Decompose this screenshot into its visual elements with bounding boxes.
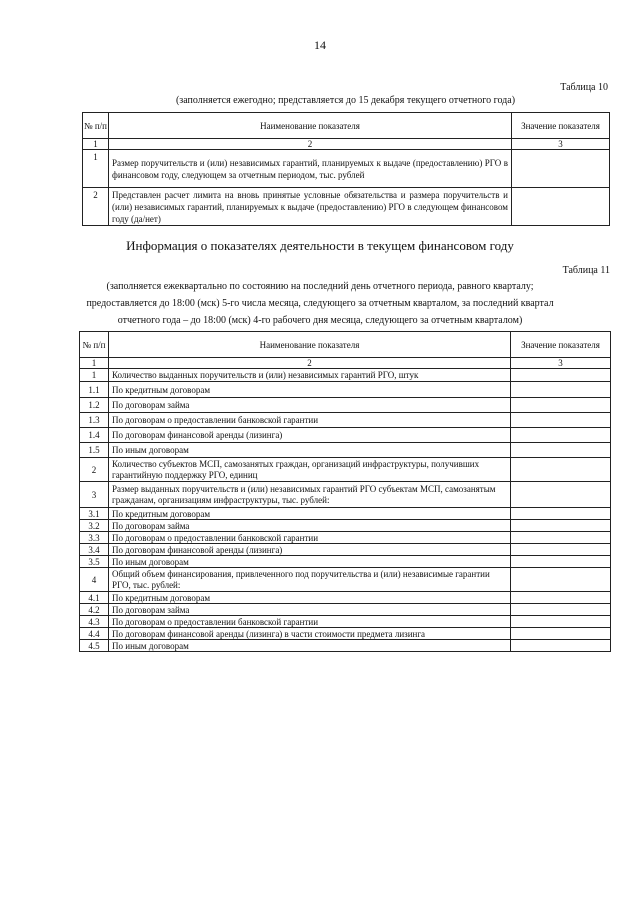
row-num: 4 (80, 568, 109, 592)
row-num: 1.4 (80, 428, 109, 443)
header-num: № п/п (83, 113, 109, 139)
index-cell: 1 (80, 358, 109, 369)
row-value-cell[interactable] (511, 428, 611, 443)
table-row (80, 532, 611, 544)
row-name: Размер выданных поручительств и (или) независимых гарантий РГО субъектам МСП, самозанятым гражданам, организациям инфраструктуры, тыс. рублей: (109, 482, 511, 508)
row-value-cell[interactable] (511, 398, 611, 413)
row-name: По договорам займа (109, 398, 511, 413)
section-heading: Информация о показателях деятельности в текущем финансовом году (126, 238, 514, 253)
row-value-cell[interactable] (511, 382, 611, 398)
row-num: 4.5 (80, 640, 109, 652)
index-cell: 3 (511, 358, 611, 369)
table-row (80, 508, 611, 520)
row-num: 2 (83, 188, 109, 226)
row-value-cell[interactable] (511, 628, 611, 640)
row-value-cell[interactable] (511, 640, 611, 652)
table-row (80, 604, 611, 616)
row-name: По договорам финансовой аренды (лизинга) (109, 428, 511, 443)
table-row (80, 398, 611, 413)
table11-note-line: (заполняется ежеквартально по состоянию на последний день отчетного периода, равного кварталу; (106, 281, 534, 292)
table-row (80, 458, 611, 482)
row-num: 3.4 (80, 544, 109, 556)
row-value-cell[interactable] (512, 150, 610, 188)
row-value-cell[interactable] (511, 532, 611, 544)
row-value-cell[interactable] (511, 520, 611, 532)
header-num: № п/п (80, 332, 109, 358)
row-num: 2 (80, 458, 109, 482)
row-value-cell[interactable] (511, 544, 611, 556)
row-name: По иным договорам (109, 640, 511, 652)
row-num: 1.5 (80, 443, 109, 458)
table11-caption: Таблица 11 (562, 265, 610, 276)
table10-caption: Таблица 10 (560, 82, 608, 93)
row-name: Количество субъектов МСП, самозанятых граждан, организаций инфраструктуры, получивших гарантийную поддержку РГО, единиц (109, 458, 511, 482)
row-value-cell[interactable] (512, 188, 610, 226)
table-row (80, 544, 611, 556)
row-name: По договорам займа (109, 520, 511, 532)
table11-index-row (80, 358, 611, 369)
table11-note-line: предоставляется до 18:00 (мск) 5-го числа месяца, следующего за отчетным кварталом, за последний квартал (86, 298, 554, 309)
row-name: Представлен расчет лимита на вновь принятые условные обязательства и размера поручительств и (или) независимых гарантий, планируемых к выдаче (предоставлению) РГО в следующем финансовом году (да/нет) (109, 188, 512, 226)
table-row (80, 482, 611, 508)
row-num: 1 (80, 369, 109, 382)
row-name: По договорам финансовой аренды (лизинга) в части стоимости предмета лизинга (109, 628, 511, 640)
table-row (80, 428, 611, 443)
table-row (80, 568, 611, 592)
row-value-cell[interactable] (511, 604, 611, 616)
table-row (80, 592, 611, 604)
table-row (80, 628, 611, 640)
header-value: Значение показателя (511, 332, 611, 358)
row-num: 4.4 (80, 628, 109, 640)
index-cell: 2 (109, 358, 511, 369)
table11-body (80, 369, 611, 652)
table11-header-row (80, 332, 611, 358)
row-num: 1.3 (80, 413, 109, 428)
table-row (80, 369, 611, 382)
row-num: 3.1 (80, 508, 109, 520)
table-row (80, 443, 611, 458)
row-name: По договорам о предоставлении банковской гарантии (109, 532, 511, 544)
index-cell: 3 (512, 139, 610, 150)
row-num: 3.2 (80, 520, 109, 532)
row-num: 4.3 (80, 616, 109, 628)
table11-note-line: отчетного года – до 18:00 (мск) 4-го рабочего дня месяца, следующего за отчетным кварталом) (117, 315, 523, 326)
row-name: По иным договорам (109, 556, 511, 568)
table11-note (20, 278, 620, 329)
row-num: 4.1 (80, 592, 109, 604)
row-name: По кредитным договорам (109, 508, 511, 520)
row-value-cell[interactable] (511, 508, 611, 520)
index-cell: 1 (83, 139, 109, 150)
table-row (83, 188, 610, 226)
page-number: 14 (314, 38, 326, 52)
row-name: По договорам о предоставлении банковской гарантии (109, 413, 511, 428)
row-value-cell[interactable] (511, 458, 611, 482)
row-value-cell[interactable] (511, 616, 611, 628)
table-row (80, 640, 611, 652)
table11 (79, 331, 611, 652)
table10-header-row (83, 113, 610, 139)
table10-index-row (83, 139, 610, 150)
row-value-cell[interactable] (511, 443, 611, 458)
row-name: По договорам о предоставлении банковской гарантии (109, 616, 511, 628)
row-name: По иным договорам (109, 443, 511, 458)
row-name: По кредитным договорам (109, 592, 511, 604)
row-name: По договорам финансовой аренды (лизинга) (109, 544, 511, 556)
row-name: Количество выданных поручительств и (или) независимых гарантий РГО, штук (109, 369, 511, 382)
table-row (80, 520, 611, 532)
header-name: Наименование показателя (109, 332, 511, 358)
table-row (80, 413, 611, 428)
row-num: 3 (80, 482, 109, 508)
row-num: 3.3 (80, 532, 109, 544)
table-row (80, 616, 611, 628)
header-name: Наименование показателя (109, 113, 512, 139)
table10-note: (заполняется ежегодно; представляется до 15 декабря текущего отчетного года) (175, 95, 516, 106)
row-value-cell[interactable] (511, 413, 611, 428)
table10 (82, 112, 610, 226)
row-num: 1 (83, 150, 109, 188)
row-num: 3.5 (80, 556, 109, 568)
table-row (80, 556, 611, 568)
row-num: 1.1 (80, 382, 109, 398)
row-name: По кредитным договорам (109, 382, 511, 398)
row-value-cell[interactable] (511, 556, 611, 568)
index-cell: 2 (109, 139, 512, 150)
row-num: 1.2 (80, 398, 109, 413)
row-value-cell[interactable] (511, 369, 611, 382)
row-value-cell[interactable] (511, 592, 611, 604)
row-value-cell[interactable] (511, 568, 611, 592)
row-name: Общий объем финансирования, привлеченного под поручительства и (или) независимые гарантии РГО, тыс. рублей: (109, 568, 511, 592)
row-name: По договорам займа (109, 604, 511, 616)
table-row (83, 150, 610, 188)
row-value-cell[interactable] (511, 482, 611, 508)
row-name: Размер поручительств и (или) независимых гарантий, планируемых к выдаче (предоставлению) РГО в финансовом году, следующем за отчетным периодом, тыс. рублей (109, 150, 512, 188)
header-value: Значение показателя (512, 113, 610, 139)
table-row (80, 382, 611, 398)
row-num: 4.2 (80, 604, 109, 616)
